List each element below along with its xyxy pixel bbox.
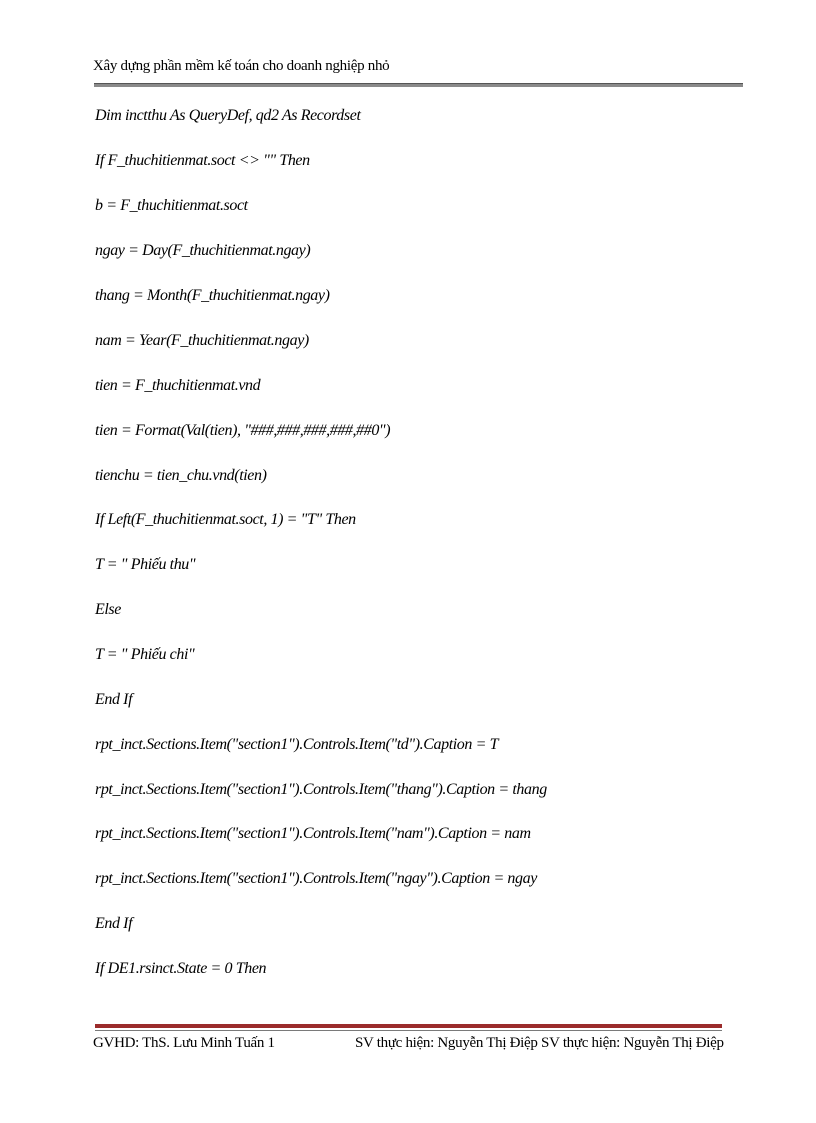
code-line: If DE1.rsinct.State = 0 Then [95, 960, 267, 977]
code-line: tienchu = tien_chu.vnd(tien) [95, 467, 267, 484]
code-line: tien = Format(Val(tien), "###,###,###,###,##0") [95, 422, 391, 439]
code-line: T = " Phiếu chi" [95, 646, 195, 663]
code-line: b = F_thuchitienmat.soct [95, 197, 248, 214]
code-line: If Left(F_thuchitienmat.soct, 1) = "T" Then [95, 511, 356, 528]
code-line: Else [95, 601, 121, 618]
code-line: rpt_inct.Sections.Item("section1").Controls.Item("ngay").Caption = ngay [95, 870, 537, 887]
code-line: End If [95, 915, 133, 932]
code-line: thang = Month(F_thuchitienmat.ngay) [95, 287, 330, 304]
footer-rule-red [95, 1024, 722, 1028]
code-line: End If [95, 691, 133, 708]
header-rule [94, 83, 743, 87]
code-line: tien = F_thuchitienmat.vnd [95, 377, 261, 394]
code-line: If F_thuchitienmat.soct <> "" Then [95, 152, 310, 169]
footer-student: SV thực hiện: Nguyễn Thị Điệp SV thực hiện: Nguyễn Thị Điệp [355, 1035, 724, 1051]
footer-rule-gray [95, 1030, 722, 1031]
code-line: ngay = Day(F_thuchitienmat.ngay) [95, 242, 311, 259]
code-line: rpt_inct.Sections.Item("section1").Controls.Item("td").Caption = T [95, 736, 499, 753]
page-header-title: Xây dựng phần mềm kế toán cho doanh nghiệp nhỏ [93, 58, 390, 74]
code-line: Dim inctthu As QueryDef, qd2 As Recordset [95, 107, 361, 124]
code-line: T = " Phiếu thu" [95, 556, 196, 573]
code-line: nam = Year(F_thuchitienmat.ngay) [95, 332, 309, 349]
footer-supervisor: GVHD: ThS. Lưu Minh Tuấn 1 [93, 1035, 275, 1051]
code-line: rpt_inct.Sections.Item("section1").Controls.Item("nam").Caption = nam [95, 825, 531, 842]
code-line: rpt_inct.Sections.Item("section1").Controls.Item("thang").Caption = thang [95, 781, 547, 798]
